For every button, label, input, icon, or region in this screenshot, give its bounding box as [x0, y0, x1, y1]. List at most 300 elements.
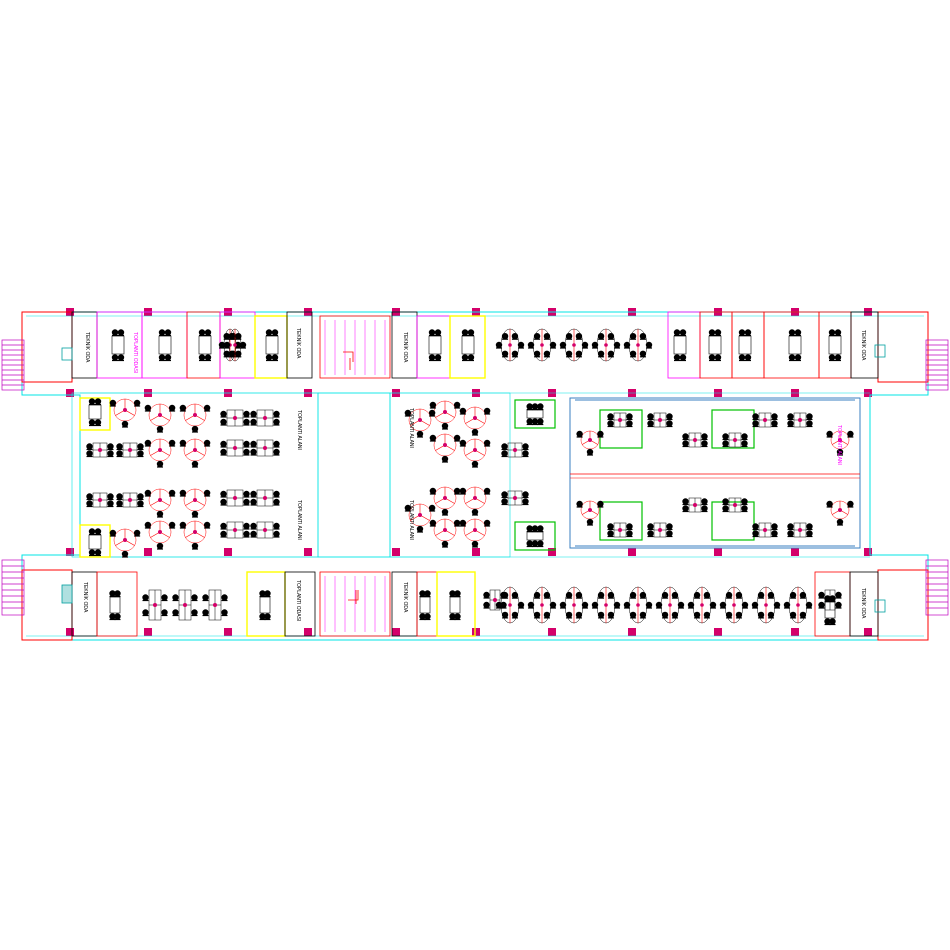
hex-cluster [460, 487, 491, 516]
chair-back [502, 504, 508, 505]
chair-back [836, 607, 842, 608]
chair [512, 592, 518, 598]
chair-back [180, 445, 186, 446]
chair-back [789, 335, 795, 336]
chair [250, 491, 256, 497]
meeting-table [674, 329, 686, 361]
chair [221, 609, 227, 615]
chair-back [772, 536, 778, 537]
chair [112, 329, 118, 335]
chair [630, 333, 636, 339]
chair [806, 530, 812, 536]
chair-back [745, 360, 751, 361]
chair-back [662, 617, 668, 618]
table-top [739, 336, 751, 354]
chair-back [87, 449, 93, 450]
hex-cluster [180, 439, 211, 468]
chair-back [417, 531, 423, 532]
chair-back [221, 528, 227, 529]
chair [429, 354, 435, 360]
chair-back [753, 426, 759, 427]
column [144, 548, 152, 556]
chair-back [429, 360, 435, 361]
chair-back [180, 495, 186, 496]
chair-back [742, 511, 748, 512]
chair [122, 421, 128, 427]
chair [582, 602, 588, 608]
chair-back [753, 536, 759, 537]
power-pole [763, 418, 767, 422]
desk-cluster [682, 433, 707, 447]
chair [544, 612, 550, 618]
chair-back [512, 356, 518, 357]
chair-back [566, 598, 572, 599]
table-top [829, 336, 841, 354]
chair-back [468, 360, 474, 361]
chair [161, 594, 167, 600]
chair [89, 419, 95, 425]
chair-back [501, 607, 507, 608]
chair [722, 433, 728, 439]
desk-cluster [116, 443, 143, 457]
chair [462, 354, 468, 360]
chair-back [819, 597, 825, 598]
chair-back [608, 339, 614, 340]
table-top [89, 405, 101, 419]
oval-cluster [784, 587, 812, 623]
chair-back [715, 360, 721, 361]
desk-cluster [483, 590, 506, 610]
power-pole [158, 530, 162, 534]
chair-back [753, 419, 759, 420]
chair-back [251, 424, 257, 425]
chair [550, 602, 556, 608]
chair [771, 413, 777, 419]
chair-back [138, 499, 144, 500]
chair [220, 531, 226, 537]
column [548, 628, 556, 636]
chair [715, 354, 721, 360]
chair [607, 413, 613, 419]
chair [95, 549, 101, 555]
chair [454, 435, 460, 441]
chair [701, 440, 707, 446]
chair [682, 498, 688, 504]
meeting-table [449, 590, 460, 620]
table-top [260, 597, 270, 613]
power-pole [732, 603, 736, 607]
chair-back [795, 335, 801, 336]
chair-back [502, 339, 508, 340]
power-pole [98, 448, 102, 452]
chair [172, 609, 178, 615]
chair-back [192, 548, 198, 549]
chair [86, 443, 92, 449]
chair [768, 612, 774, 618]
chair-back [455, 596, 461, 597]
chair-back [523, 449, 529, 450]
power-pole [572, 603, 576, 607]
chair [800, 612, 806, 618]
chair-back [527, 546, 533, 547]
chair-back [614, 347, 620, 348]
chair [829, 595, 835, 601]
chair [86, 450, 92, 456]
chair [110, 400, 116, 406]
chair [560, 342, 566, 348]
chair [582, 342, 588, 348]
chair [722, 505, 728, 511]
chair-back [502, 497, 508, 498]
chair [273, 411, 279, 417]
chair-back [566, 356, 572, 357]
chair [235, 351, 241, 357]
chair-back [667, 419, 673, 420]
oval-cluster [656, 587, 684, 623]
chair [710, 602, 716, 608]
chair-back [576, 598, 582, 599]
chair-back [800, 598, 806, 599]
chair [597, 501, 603, 507]
chair [250, 449, 256, 455]
chair [442, 541, 448, 547]
chair [656, 602, 662, 608]
chair-back [272, 335, 278, 336]
chair [424, 613, 430, 619]
chair [157, 461, 163, 467]
chair [666, 530, 672, 536]
column [472, 548, 480, 556]
chair [626, 523, 632, 529]
chair-back [674, 360, 680, 361]
chair [430, 488, 436, 494]
column [791, 628, 799, 636]
chair [752, 420, 758, 426]
chair [180, 490, 186, 496]
chair-back [462, 335, 468, 336]
label-mid-4: TOPLANTI ALANI [408, 500, 414, 540]
chair-back [169, 495, 175, 496]
chair [191, 609, 197, 615]
chair-back [430, 440, 436, 441]
chair [829, 618, 835, 624]
power-pole [158, 498, 162, 502]
chair [110, 530, 116, 536]
chair-back [265, 596, 271, 597]
chair-back [630, 356, 636, 357]
chair [806, 602, 812, 608]
oval-cluster [688, 587, 716, 623]
chair [771, 523, 777, 529]
chair [537, 525, 543, 531]
atrium-void [318, 393, 390, 557]
chair [647, 530, 653, 536]
chair [647, 420, 653, 426]
chair-back [827, 436, 833, 437]
chair-back [265, 619, 271, 620]
table-top [110, 597, 120, 613]
chair [709, 329, 715, 335]
chair-back [772, 426, 778, 427]
chair-back [484, 607, 490, 608]
chair [682, 505, 688, 511]
stair-top-right [926, 340, 948, 390]
chair [468, 329, 474, 335]
chair [172, 594, 178, 600]
chair-back [537, 531, 543, 532]
label-top-meeting: TOPLANTI ODASI [132, 332, 138, 374]
label-bottom-1: TEKNİK ODA [82, 582, 88, 613]
meeting-table [526, 525, 543, 547]
chair-back [442, 514, 448, 515]
chair [460, 408, 466, 414]
chair [157, 543, 163, 549]
column [304, 628, 312, 636]
meeting-table [266, 329, 278, 361]
chair-back [112, 360, 118, 361]
chair-back [560, 607, 566, 608]
chair-back [723, 511, 729, 512]
chair [250, 419, 256, 425]
table-top [420, 597, 430, 613]
power-pole [513, 448, 517, 452]
chair [264, 590, 270, 596]
chair [672, 612, 678, 618]
chair [745, 329, 751, 335]
chair [204, 522, 210, 528]
table-top [429, 336, 441, 354]
chair [157, 426, 163, 432]
label-top-3: TEKNİK ODA [402, 332, 408, 363]
chair [114, 613, 120, 619]
chair-back [527, 531, 533, 532]
chair [829, 329, 835, 335]
chair [137, 443, 143, 449]
chair [118, 354, 124, 360]
chair-back [442, 428, 448, 429]
power-pole [763, 528, 767, 532]
stair-top-left [2, 340, 24, 390]
chair [243, 531, 249, 537]
chair [704, 612, 710, 618]
chair-back [117, 506, 123, 507]
chair-back [117, 449, 123, 450]
power-pole [798, 418, 802, 422]
column [392, 548, 400, 556]
label-top-4: TEKNİK ODA [860, 330, 866, 361]
chair [145, 440, 151, 446]
chair [741, 505, 747, 511]
chair [454, 520, 460, 526]
chair [847, 431, 853, 437]
meeting-table [709, 329, 721, 361]
chair-back [165, 360, 171, 361]
chair [430, 520, 436, 526]
chair-back [534, 598, 540, 599]
chair [220, 411, 226, 417]
cyan-shaft-bottom-left [62, 585, 72, 603]
chair [598, 351, 604, 357]
chair-back [742, 446, 748, 447]
power-pole [473, 416, 477, 420]
chair-back [244, 504, 250, 505]
chair-back [502, 356, 508, 357]
chair [118, 329, 124, 335]
chair-back [460, 493, 466, 494]
chair [86, 493, 92, 499]
chair-back [251, 504, 257, 505]
chair-back [204, 445, 210, 446]
chair [607, 530, 613, 536]
chair [512, 333, 518, 339]
chair [701, 505, 707, 511]
chair-back [484, 525, 490, 526]
chair [787, 413, 793, 419]
power-pole [473, 496, 477, 500]
chair [560, 602, 566, 608]
chair-back [753, 529, 759, 530]
chair-back [829, 360, 835, 361]
chair-back [709, 360, 715, 361]
meeting-table [159, 329, 171, 361]
chair-back [598, 339, 604, 340]
chair [204, 440, 210, 446]
chair-back [528, 607, 534, 608]
chair [107, 443, 113, 449]
desk-cluster [787, 413, 812, 427]
chair [243, 411, 249, 417]
chair-back [203, 600, 209, 601]
chair-back [582, 607, 588, 608]
chair [741, 498, 747, 504]
chair-back [608, 356, 614, 357]
meeting-table [112, 329, 124, 361]
power-pole [263, 528, 267, 532]
chair [647, 523, 653, 529]
chair-back [108, 506, 114, 507]
chair-back [835, 335, 841, 336]
chair [739, 354, 745, 360]
oval-cluster [752, 587, 780, 623]
toilet-fixtures [343, 352, 358, 604]
chair-back [723, 446, 729, 447]
chair-back [576, 356, 582, 357]
power-pole [473, 528, 477, 532]
chair [169, 405, 175, 411]
chair [614, 602, 620, 608]
chair [835, 354, 841, 360]
chair [165, 354, 171, 360]
power-pole [193, 448, 197, 452]
chair-back [847, 506, 853, 507]
chair [795, 329, 801, 335]
chair-back [87, 506, 93, 507]
meeting-table [419, 590, 430, 620]
label-mid-1: TOPLANTI ALANI [296, 410, 302, 450]
chair-back [180, 527, 186, 528]
chair-back [115, 596, 121, 597]
chair [626, 530, 632, 536]
chair [787, 523, 793, 529]
stair-bottom-center [320, 572, 390, 636]
furniture-layer [86, 329, 853, 625]
chair-back [204, 410, 210, 411]
chair [768, 592, 774, 598]
chair [787, 530, 793, 536]
chair-back [772, 529, 778, 530]
chair-back [95, 555, 101, 556]
chair [847, 501, 853, 507]
power-pole [493, 598, 497, 602]
hex-cluster [430, 519, 461, 548]
chair-back [608, 419, 614, 420]
label-bottom-4: TEKNİK ODA [860, 588, 866, 619]
chair [537, 418, 543, 424]
chair-back [742, 504, 748, 505]
chair [752, 523, 758, 529]
power-pole [123, 408, 127, 412]
chair [435, 329, 441, 335]
chair-back [115, 619, 121, 620]
chair-back [630, 617, 636, 618]
chair-back [758, 617, 764, 618]
chair-back [683, 446, 689, 447]
chair [701, 433, 707, 439]
chair-back [221, 454, 227, 455]
chair-back [739, 360, 745, 361]
chair-back [117, 456, 123, 457]
chair [272, 329, 278, 335]
power-pole [588, 438, 592, 442]
chair-back [592, 347, 598, 348]
chair-back [138, 456, 144, 457]
chair [116, 493, 122, 499]
chair [114, 590, 120, 596]
desk-cluster [86, 443, 113, 457]
chair [787, 420, 793, 426]
chair [472, 509, 478, 515]
chair [771, 420, 777, 426]
chair [116, 500, 122, 506]
chair [454, 488, 460, 494]
chair [483, 602, 489, 608]
chair-back [835, 360, 841, 361]
chair [122, 551, 128, 557]
chair [662, 612, 668, 618]
chair-back [847, 436, 853, 437]
chair [454, 402, 460, 408]
chair [472, 429, 478, 435]
chair [672, 592, 678, 598]
table-top [112, 336, 124, 354]
chair-back [614, 607, 620, 608]
chair [180, 440, 186, 446]
chair [500, 592, 506, 598]
chair-back [192, 431, 198, 432]
wing-center-outline [390, 393, 510, 557]
chair [682, 433, 688, 439]
power-pole [798, 528, 802, 532]
chair-back [272, 360, 278, 361]
chair [680, 354, 686, 360]
chair-back [544, 339, 550, 340]
chair [435, 354, 441, 360]
power-pole [604, 603, 608, 607]
chair-back [768, 598, 774, 599]
chair-back [624, 607, 630, 608]
chair-back [95, 534, 101, 535]
meeting-table [89, 528, 101, 556]
